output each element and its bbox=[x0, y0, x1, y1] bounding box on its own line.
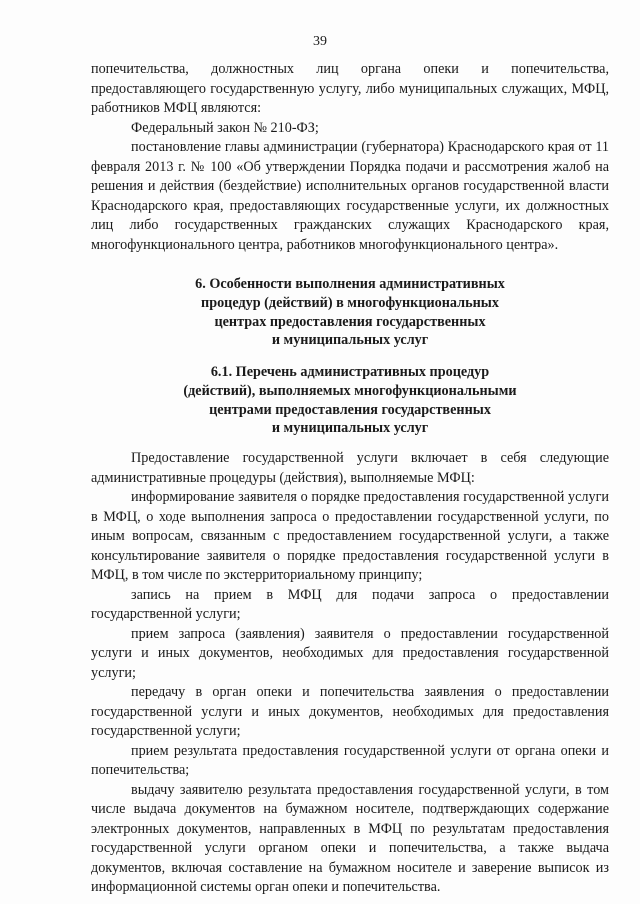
top-text-block bbox=[91, 60, 609, 255]
page-number: 39 bbox=[313, 34, 327, 49]
heading-line: (действий), выполняемых многофункциональными bbox=[183, 382, 517, 399]
paragraph: выдачу заявителю результата предоставления государственной услуги, в том числе выдача документов на бумажном носителе, подтверждающих содержание электронных документов, направленных в МФЦ по результатам предоставления государственной услуги органом опеки и попечительства, а также выдача документов, включая составление на бумажном носителе и заверение выписок из информационной системы орган опеки и попечительства. bbox=[91, 781, 609, 895]
paragraph: попечительства, должностных лиц органа опеки и попечительства, предоставляющего государственную услугу, либо муниципальных служащих, МФЦ, работников МФЦ являются: bbox=[91, 61, 609, 116]
paragraph: Федеральный закон № 210-ФЗ; bbox=[131, 119, 319, 136]
paragraph: постановление главы администрации (губернатора) Краснодарского края от 11 февраля 2013 г. № 100 «Об утверждении Порядка подачи и рассмотрения жалоб на решения и действия (бездействие) исполнительных органов государственной власти Краснодарского края, предоставляющих государственные услуги, их должностных лиц либо государственных гражданских служащих Краснодарского края, многофункционального центра, работников многофункционального центра». bbox=[91, 139, 609, 253]
heading-line: центрами предоставления государственных bbox=[209, 401, 491, 418]
section-6-1-heading bbox=[150, 363, 550, 438]
heading-line: и муниципальных услуг bbox=[271, 420, 429, 437]
heading-line: 6.1. Перечень административных процедур bbox=[210, 364, 490, 380]
paragraph: передачу в орган опеки и попечительства заявления о предоставлении государственной услуги и иных документов, необходимых для предоставления государственной услуги; bbox=[91, 684, 609, 739]
paragraph: прием запроса (заявления) заявителя о предоставлении государственной услуги и иных документов, необходимых для предоставления государственной услуги; bbox=[91, 625, 609, 681]
section-6-heading bbox=[150, 275, 550, 350]
heading-line: и муниципальных услуг bbox=[271, 332, 429, 349]
main-text-block bbox=[91, 449, 609, 898]
paragraph: информирование заявителя о порядке предоставления государственной услуги в МФЦ, о ходе выполнения запроса о предоставлении государственной услуги, по иным вопросам, связанным с предоставлением государственной услуги, а также консультирование заявителя о порядке предоставления государственной услуги в МФЦ, в том числе по экстерриториальному принципу; bbox=[91, 489, 609, 583]
paragraph: Предоставление государственной услуги включает в себя следующие административные процедуры (действия), выполняемые МФЦ: bbox=[91, 450, 609, 486]
heading-line: процедур (действий) в многофункциональных bbox=[201, 294, 499, 311]
paragraph: прием результата предоставления государственной услуги от органа опеки и попечительства; bbox=[91, 742, 609, 778]
paragraph: запись на прием в МФЦ для подачи запроса о предоставлении государственной услуги; bbox=[91, 586, 609, 622]
heading-line: центрах предоставления государственных bbox=[214, 313, 486, 330]
heading-line: 6. Особенности выполнения административных bbox=[195, 276, 505, 292]
